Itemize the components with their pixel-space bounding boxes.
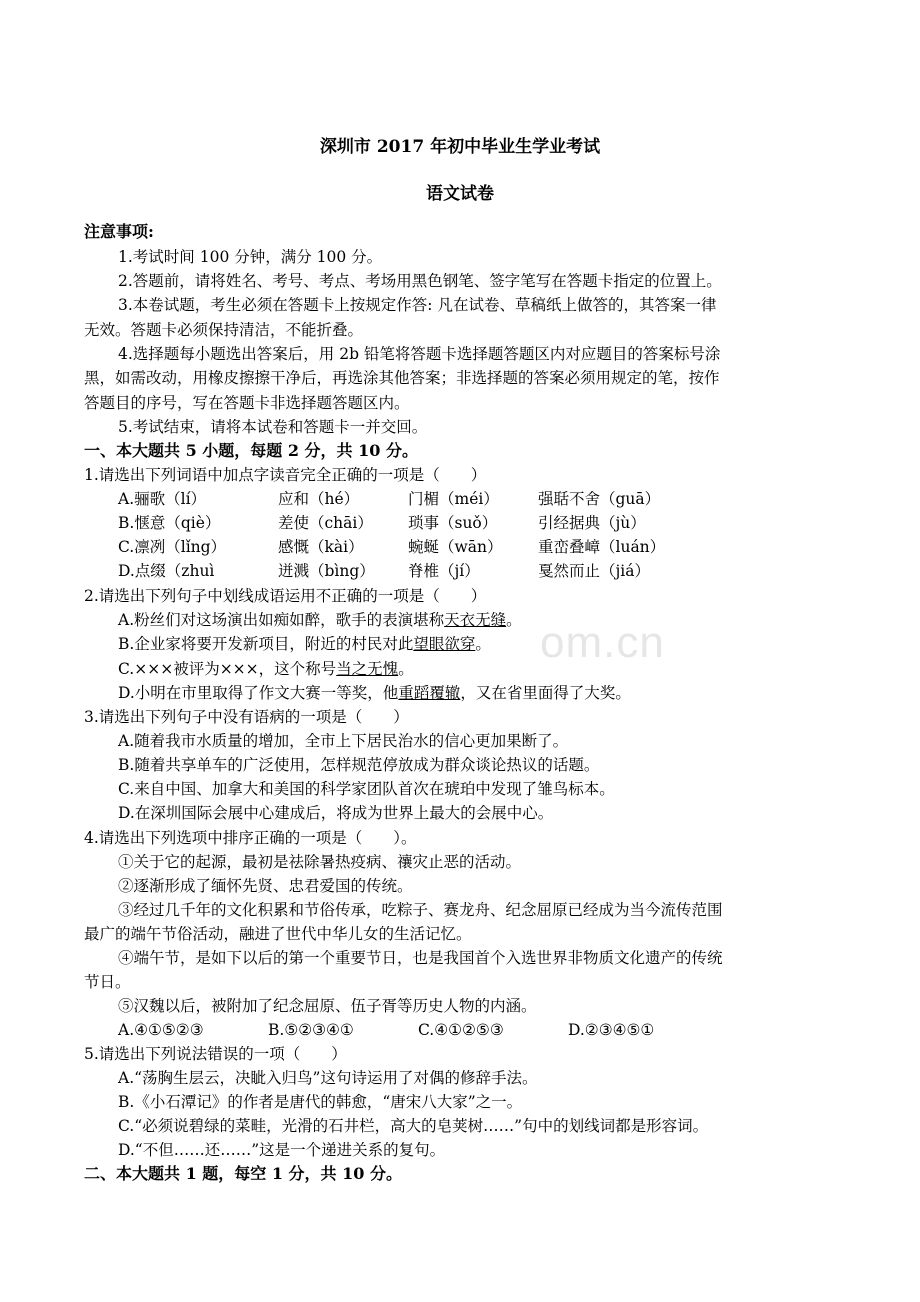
- q1-cell: 蜿蜒（wān）: [408, 538, 503, 556]
- q3-option: C.来自中国、加拿大和美国的科学家团队首次在琥珀中发现了雏鸟标本。: [118, 780, 615, 798]
- watermark: om.cn: [540, 618, 665, 667]
- q4-sentence: ④端午节，是如下以后的第一个重要节日，也是我国首个入选世界非物质文化遗产的传统: [118, 949, 723, 967]
- q5-option: B.《小石潭记》的作者是唐代的韩愈，“唐宋八大家”之一。: [118, 1093, 523, 1111]
- q2-option-d: D.小明在市里取得了作文大赛一等奖，他重蹈覆辙，又在省里面得了大奖。: [118, 684, 631, 702]
- q1-cell: 引经据典（jù）: [538, 514, 646, 532]
- note-item: 2.答题前，请将姓名、考号、考点、考场用黑色钢笔、签字笔写在答题卡指定的位置上。: [118, 272, 722, 290]
- q4-option: B.⑤②③④①: [268, 1021, 354, 1039]
- exam-title: 深圳市 2017 年初中毕业生学业考试: [319, 137, 601, 157]
- note-item: 3.本卷试题，考生必须在答题卡上按规定作答: 凡在试卷、草稿纸上做答的，其答案一律: [118, 296, 717, 314]
- q3-option: B.随着共享单车的广泛使用，怎样规范停放成为群众谈论热议的话题。: [118, 756, 600, 774]
- q1-cell: D.点缀（zhuì: [118, 562, 215, 580]
- q2-option-c: C.×××被评为×××，这个称号当之无愧。: [118, 660, 414, 678]
- q4-option: D.②③④⑤①: [568, 1021, 655, 1039]
- note-item: 无效。答题卡必须保持清洁，不能折叠。: [84, 321, 364, 339]
- q1-cell: 重峦叠嶂（luán）: [538, 538, 666, 556]
- q2-option-b: B.企业家将要开发新项目，附近的村民对此望眼欲穿。: [118, 635, 491, 653]
- q4-options: [118, 1018, 872, 1043]
- underlined-idiom: 天衣无缝: [444, 611, 507, 629]
- q2-option-a: A.粉丝们对这场演出如痴如醉，歌手的表演堪称天衣无缝。: [118, 611, 522, 629]
- notes-heading: 注意事项:: [84, 222, 154, 241]
- note-item: 答题目的序号，写在答题卡非选择题答题区内。: [84, 394, 410, 412]
- q1-cell: 脊椎（jí）: [408, 562, 480, 580]
- note-item: 1.考试时间 100 分钟，满分 100 分。: [118, 248, 383, 266]
- note-item: 黑，如需改动，用橡皮擦擦干净后，再选涂其他答案；非选择题的答案必须用规定的笔，按作: [84, 369, 720, 387]
- q1-cell: 强聒不舍（guā）: [538, 490, 661, 508]
- q1-cell: B.惬意（qiè）: [118, 514, 221, 532]
- underlined-idiom: 重蹈覆辙: [398, 684, 461, 702]
- underlined-idiom: 望眼欲穿: [413, 635, 476, 653]
- q5-stem: 5.请选出下列说法错误的一项（ ）: [84, 1045, 347, 1063]
- section1-heading: 一、本大题共 5 小题，每题 2 分，共 10 分。: [84, 441, 418, 460]
- q3-option: D.在深圳国际会展中心建成后，将成为世界上最大的会展中心。: [118, 804, 554, 822]
- q1-option-row: [118, 559, 872, 584]
- q1-cell: 迸溅（bìng）: [278, 562, 375, 580]
- q5-option: D.“不但……还……”这是一个递进关系的复句。: [118, 1141, 446, 1159]
- q1-cell: 门楣（méi）: [408, 490, 499, 508]
- q4-stem: 4.请选出下列选项中排序正确的一项是（ ）。: [84, 829, 417, 847]
- q3-stem: 3.请选出下列句子中没有语病的一项是（ ）: [84, 708, 409, 726]
- q4-sentence: ⑤汉魏以后，被附加了纪念屈原、伍子胥等历史人物的内涵。: [118, 997, 537, 1015]
- q1-cell: 琐事（suǒ）: [408, 514, 498, 532]
- q1-cell: 戛然而止（jiá）: [538, 562, 651, 580]
- q1-stem: 1.请选出下列词语中加点字读音完全正确的一项是（ ）: [84, 466, 487, 484]
- underlined-idiom: 当之无愧: [336, 660, 399, 678]
- q4-sentence: ①关于它的起源，最初是祛除暑热疫病、禳灾止恶的活动。: [118, 853, 522, 871]
- q1-option-row: [118, 511, 872, 536]
- q4-sentence: ②逐渐形成了缅怀先贤、忠君爱国的传统。: [118, 877, 413, 895]
- q4-sentence: 最广的端午节俗活动，融进了世代中华儿女的生活记忆。: [84, 925, 472, 943]
- q1-cell: 应和（hé）: [278, 490, 360, 508]
- q4-option: A.④①⑤②③: [118, 1021, 204, 1039]
- note-item: 5.考试结束，请将本试卷和答题卡一并交回。: [118, 418, 428, 436]
- q4-option: C.④①②⑤③: [418, 1021, 504, 1039]
- q3-option: A.随着我市水质量的增加，全市上下居民治水的信心更加果断了。: [118, 732, 569, 750]
- q5-option: A.“荡胸生层云，决眦入归鸟”这句诗运用了对偶的修辞手法。: [118, 1069, 538, 1087]
- q4-sentence: ③经过几千年的文化积累和节俗传承，吃粽子、赛龙舟、纪念屈原已经成为当今流传范围: [118, 901, 723, 919]
- section2-heading: 二、本大题共 1 题，每空 1 分，共 10 分。: [84, 1164, 402, 1183]
- q1-cell: A.骊歌（lí）: [118, 490, 207, 508]
- note-item: 4.选择题每小题选出答案后，用 2b 铅笔将答题卡选择题答题区内对应题目的答案标号涂: [118, 345, 721, 363]
- q5-option: C.“必须说碧绿的菜畦，光滑的石井栏，高大的皂荚树……”句中的划线词都是形容词。: [118, 1117, 709, 1135]
- q1-option-row: [118, 535, 872, 560]
- q1-option-row: [118, 487, 872, 512]
- q4-sentence: 节日。: [84, 973, 131, 991]
- exam-subtitle: 语文试卷: [426, 184, 494, 204]
- q1-cell: C.凛冽（lǐng）: [118, 538, 227, 556]
- q2-stem: 2.请选出下列句子中划线成语运用不正确的一项是（ ）: [84, 587, 487, 605]
- q1-cell: 差使（chāi）: [278, 514, 373, 532]
- q1-cell: 感慨（kài）: [278, 538, 364, 556]
